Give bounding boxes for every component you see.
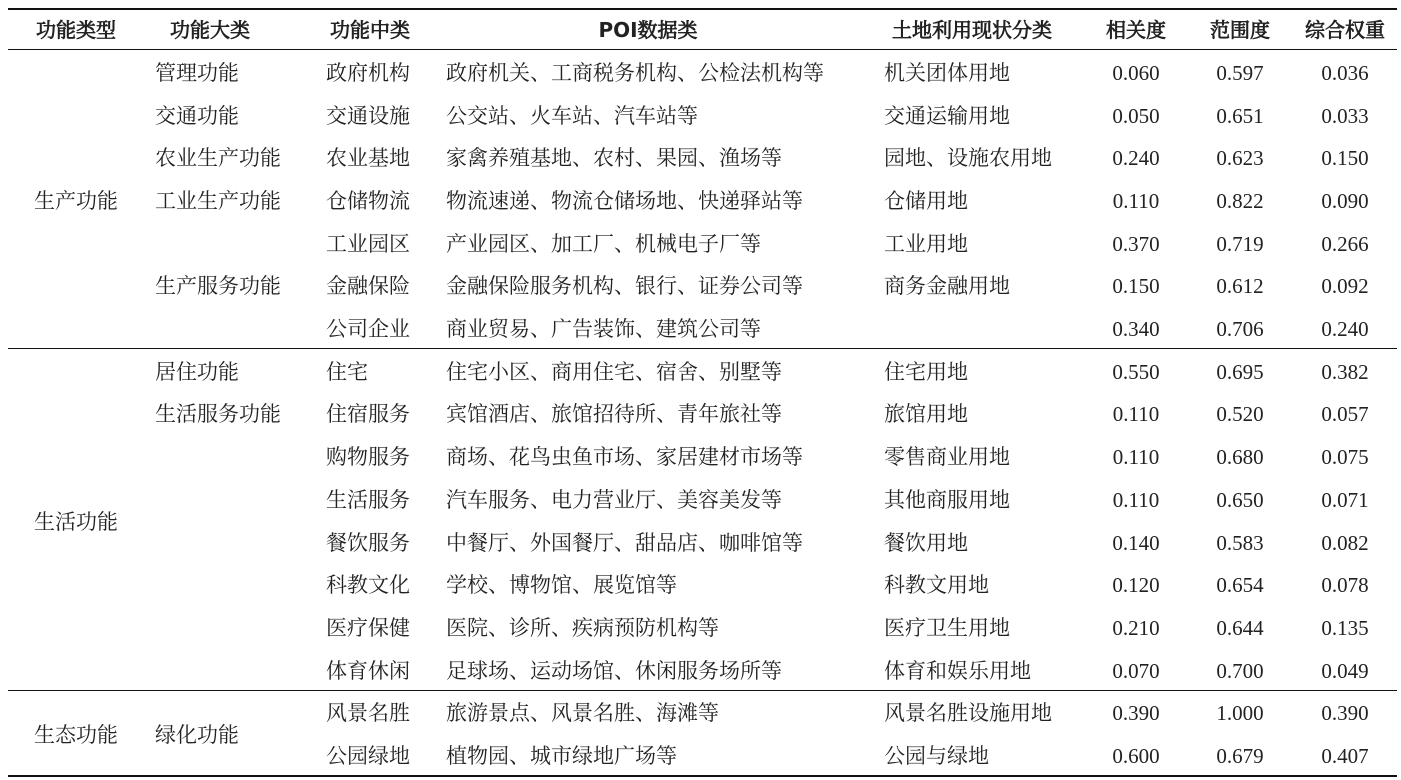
weight-cell: 0.033 [1321, 104, 1369, 128]
mid-category-cell: 金融保险 [326, 274, 410, 298]
land-use-cell: 机关团体用地 [884, 61, 1010, 85]
range-cell: 0.650 [1216, 488, 1264, 512]
land-use-cell: 其他商服用地 [884, 488, 1010, 512]
weight-cell: 0.266 [1321, 232, 1369, 256]
header-mid-category: 功能中类 [330, 18, 410, 42]
range-cell: 0.822 [1216, 189, 1264, 213]
header-range: 范围度 [1210, 18, 1270, 42]
header-poi-class: POI数据类 [598, 18, 698, 42]
relevance-cell: 0.070 [1112, 659, 1160, 683]
top-rule [8, 8, 1397, 10]
range-cell: 0.679 [1216, 744, 1264, 768]
group-divider [8, 348, 1397, 349]
land-use-cell: 商务金融用地 [884, 274, 1010, 298]
mid-category-cell: 生活服务 [326, 488, 410, 512]
land-use-cell: 医疗卫生用地 [884, 616, 1010, 640]
range-cell: 1.000 [1216, 701, 1264, 725]
relevance-cell: 0.600 [1112, 744, 1160, 768]
bottom-rule [8, 775, 1397, 777]
poi-class-cell: 家禽养殖基地、农村、果园、渔场等 [446, 146, 782, 170]
mid-category-cell: 住宅 [326, 360, 368, 384]
category-industry: 工业生产功能 [155, 189, 281, 213]
range-cell: 0.520 [1216, 402, 1264, 426]
poi-class-cell: 植物园、城市绿地广场等 [446, 744, 677, 768]
mid-category-cell: 住宿服务 [326, 402, 410, 426]
header-rule [8, 49, 1397, 50]
category-greening: 绿化功能 [155, 723, 239, 747]
range-cell: 0.612 [1216, 274, 1264, 298]
range-cell: 0.583 [1216, 531, 1264, 555]
land-use-cell: 住宅用地 [884, 360, 968, 384]
weight-cell: 0.057 [1321, 402, 1369, 426]
weight-cell: 0.082 [1321, 531, 1369, 555]
mid-category-cell: 餐饮服务 [326, 531, 410, 555]
land-use-cell: 体育和娱乐用地 [884, 659, 1031, 683]
land-use-cell: 餐饮用地 [884, 531, 968, 555]
weight-cell: 0.390 [1321, 701, 1369, 725]
poi-class-cell: 金融保险服务机构、银行、证券公司等 [446, 274, 803, 298]
relevance-cell: 0.110 [1112, 445, 1160, 469]
range-cell: 0.680 [1216, 445, 1264, 469]
relevance-cell: 0.060 [1112, 61, 1160, 85]
poi-class-cell: 商业贸易、广告装饰、建筑公司等 [446, 317, 761, 341]
group-divider [8, 690, 1397, 691]
weight-cell: 0.135 [1321, 616, 1369, 640]
land-use-cell: 公园与绿地 [884, 744, 989, 768]
land-use-cell: 旅馆用地 [884, 402, 968, 426]
weight-cell: 0.092 [1321, 274, 1369, 298]
land-use-cell: 交通运输用地 [884, 104, 1010, 128]
land-use-cell: 零售商业用地 [884, 445, 1010, 469]
land-use-cell: 仓储用地 [884, 189, 968, 213]
weight-cell: 0.036 [1321, 61, 1369, 85]
range-cell: 0.644 [1216, 616, 1264, 640]
type-ecological: 生态功能 [34, 723, 118, 747]
poi-class-cell: 物流速递、物流仓储场地、快递驿站等 [446, 189, 803, 213]
category-transport: 交通功能 [155, 104, 239, 128]
weight-cell: 0.407 [1321, 744, 1369, 768]
land-use-cell: 科教文用地 [884, 573, 989, 597]
weight-cell: 0.240 [1321, 317, 1369, 341]
mid-category-cell: 科教文化 [326, 573, 410, 597]
mid-category-cell: 体育休闲 [326, 659, 410, 683]
header-weight: 综合权重 [1305, 18, 1385, 42]
category-residential: 居住功能 [155, 360, 239, 384]
relevance-cell: 0.150 [1112, 274, 1160, 298]
mid-category-cell: 政府机构 [326, 61, 410, 85]
type-production: 生产功能 [34, 189, 118, 213]
weight-cell: 0.090 [1321, 189, 1369, 213]
range-cell: 0.623 [1216, 146, 1264, 170]
relevance-cell: 0.390 [1112, 701, 1160, 725]
poi-class-cell: 中餐厅、外国餐厅、甜品店、咖啡馆等 [446, 531, 803, 555]
weight-cell: 0.049 [1321, 659, 1369, 683]
range-cell: 0.700 [1216, 659, 1264, 683]
range-cell: 0.706 [1216, 317, 1264, 341]
mid-category-cell: 公司企业 [326, 317, 410, 341]
weight-cell: 0.078 [1321, 573, 1369, 597]
header-function-type: 功能类型 [36, 18, 116, 42]
poi-class-cell: 汽车服务、电力营业厅、美容美发等 [446, 488, 782, 512]
land-use-cell: 园地、设施农用地 [884, 146, 1052, 170]
poi-class-cell: 学校、博物馆、展览馆等 [446, 573, 677, 597]
range-cell: 0.695 [1216, 360, 1264, 384]
relevance-cell: 0.370 [1112, 232, 1160, 256]
weight-cell: 0.075 [1321, 445, 1369, 469]
relevance-cell: 0.140 [1112, 531, 1160, 555]
range-cell: 0.597 [1216, 61, 1264, 85]
mid-category-cell: 交通设施 [326, 104, 410, 128]
poi-class-cell: 产业园区、加工厂、机械电子厂等 [446, 232, 761, 256]
relevance-cell: 0.240 [1112, 146, 1160, 170]
mid-category-cell: 购物服务 [326, 445, 410, 469]
mid-category-cell: 工业园区 [326, 232, 410, 256]
type-living: 生活功能 [34, 510, 118, 534]
range-cell: 0.719 [1216, 232, 1264, 256]
mid-category-cell: 风景名胜 [326, 701, 410, 725]
mid-category-cell: 医疗保健 [326, 616, 410, 640]
header-land-use: 土地利用现状分类 [892, 18, 1052, 42]
poi-class-cell: 足球场、运动场馆、休闲服务场所等 [446, 659, 782, 683]
weight-cell: 0.382 [1321, 360, 1369, 384]
weight-cell: 0.150 [1321, 146, 1369, 170]
relevance-cell: 0.340 [1112, 317, 1160, 341]
relevance-cell: 0.110 [1112, 402, 1160, 426]
category-agriculture: 农业生产功能 [155, 146, 281, 170]
category-production-service: 生产服务功能 [155, 274, 281, 298]
poi-class-cell: 公交站、火车站、汽车站等 [446, 104, 698, 128]
poi-class-cell: 宾馆酒店、旅馆招待所、青年旅社等 [446, 402, 782, 426]
mid-category-cell: 农业基地 [326, 146, 410, 170]
poi-class-cell: 政府机关、工商税务机构、公检法机构等 [446, 61, 824, 85]
weight-cell: 0.071 [1321, 488, 1369, 512]
poi-class-cell: 旅游景点、风景名胜、海滩等 [446, 701, 719, 725]
relevance-cell: 0.550 [1112, 360, 1160, 384]
mid-category-cell: 仓储物流 [326, 189, 410, 213]
header-relevance: 相关度 [1106, 18, 1166, 42]
header-major-category: 功能大类 [170, 18, 250, 42]
category-living-service: 生活服务功能 [155, 402, 281, 426]
range-cell: 0.654 [1216, 573, 1264, 597]
poi-class-cell: 住宅小区、商用住宅、宿舍、别墅等 [446, 360, 782, 384]
land-use-cell: 工业用地 [884, 232, 968, 256]
category-management: 管理功能 [155, 61, 239, 85]
relevance-cell: 0.050 [1112, 104, 1160, 128]
range-cell: 0.651 [1216, 104, 1264, 128]
mid-category-cell: 公园绿地 [326, 744, 410, 768]
relevance-cell: 0.110 [1112, 189, 1160, 213]
poi-class-cell: 医院、诊所、疾病预防机构等 [446, 616, 719, 640]
relevance-cell: 0.120 [1112, 573, 1160, 597]
poi-class-cell: 商场、花鸟虫鱼市场、家居建材市场等 [446, 445, 803, 469]
land-use-cell: 风景名胜设施用地 [884, 701, 1052, 725]
relevance-cell: 0.110 [1112, 488, 1160, 512]
relevance-cell: 0.210 [1112, 616, 1160, 640]
